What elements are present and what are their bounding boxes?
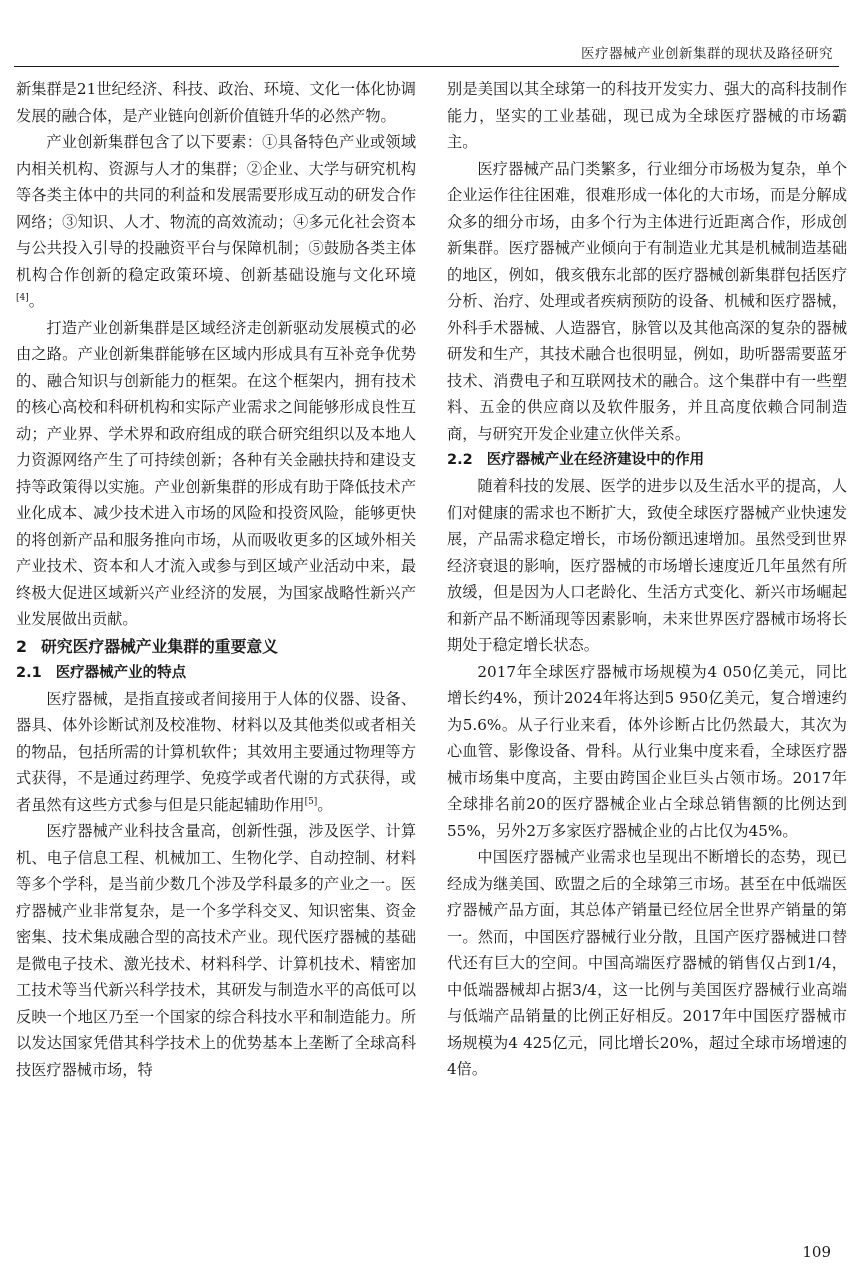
paragraph: 别是美国以其全球第一的科技开发实力、强大的高科技制作能力，坚实的工业基础，现已成为全球医疗器械的市场霸主。 xyxy=(447,80,847,151)
paragraph-end: 。 xyxy=(28,292,44,310)
page-number: 109 xyxy=(802,1243,831,1261)
section-heading xyxy=(16,633,416,660)
right-column xyxy=(447,76,847,1083)
paragraph: 2017年全球医疗器械市场规模为4 050亿美元，同比增长约4%，预计2024年将达到5 950亿美元，复合增速约为5.6%。从子行业来看，体外诊断占比仍然最大，其次为心血管、影像设备、骨科。从行业集中度来看，全球医疗器械市场集中度高，主要由跨国企业巨头占领市场。2017年全球排名前20的医疗器械企业占全球总销售额的比例达到55%，另外2万多家医疗器械企业的占比仅为45%。 xyxy=(447,662,847,840)
paragraph: 医疗器械产品门类繁多，行业细分市场极为复杂，单个企业运作往往困难，很难形成一体化的大市场，而是分解成众多的细分市场，由多个行为主体进行近距离合作，形成创新集群。医疗器械产业倾向于有制造业尤其是机械制造基础的地区，例如，俄亥俄东北部的医疗器械创新集群包括医疗分析、治疗、处理或者疾病预防的设备、机械和医疗器械，外科手术器械、人造器官，脉管以及其他高深的复杂的器械研发和生产，其技术融合也很明显，例如，助听器需要蓝牙技术、消费电子和互联网技术的融合。这个集群中有一些塑料、五金的供应商以及软件服务，并且高度依赖合同制造商，与研究开发企业建立伙伴关系。 xyxy=(447,159,847,443)
paragraph-end: 。 xyxy=(317,795,333,814)
subsection-title: 医疗器械产业在经济建设中的作用 xyxy=(486,452,705,468)
section-number: 2 xyxy=(16,636,27,656)
citation-ref: [4] xyxy=(16,292,29,303)
left-column xyxy=(16,76,416,1083)
paragraph: 医疗器械产业科技含量高，创新性强，涉及医学、计算机、电子信息工程、机械加工、生物化学、自动控制、材料等多个学科，是当前少数几个涉及学科最多的产业之一。医疗器械产业非常复杂，是一个多学科交叉、知识密集、资金密集、技术集成融合型的高技术产业。现代医疗器械的基础是微电子技术、激光技术、材料科学、计算机技术、精密加工技术等当代新兴科学技术，其研发与制造水平的高低可以反映一个地区乃至一个国家的综合科技水平和制造能力。所以发达国家凭借其科学技术上的优势基本上垄断了全球高科技医疗器械市场，特 xyxy=(16,822,416,1079)
paragraph xyxy=(16,686,416,819)
subsection-heading xyxy=(16,660,416,686)
running-title: 医疗器械产业创新集群的现状及路径研究 xyxy=(581,46,833,62)
paragraph: 随着科技的发展、医学的进步以及生活水平的提高，人们对健康的需求也不断扩大，致使全球医疗器械产业快速发展，产品需求稳定增长，市场份额迅速增加。虽然受到世界经济衰退的影响，医疗器械的市场增长速度近几年虽然有所放缓，但是因为人口老龄化、生活方式变化、新兴市场崛起和新产品不断涌现等因素影响，未来世界医疗器械市场将长期处于稳定增长状态。 xyxy=(447,477,847,654)
paragraph-text: 医疗器械，是指直接或者间接用于人体的仪器、设备、器具、体外诊断试剂及校准物、材料以及其他类似或者相关的物品，包括所需的计算机软件；其效用主要通过物理等方式获得，不是通过药理学、免疫学或者代谢的方式获得，或者虽然有这些方式参与但是只能起辅助作用 xyxy=(16,689,416,814)
header-rule xyxy=(14,66,839,67)
subsection-title: 医疗器械产业的特点 xyxy=(55,664,187,681)
paragraph: 新集群是21世纪经济、科技、政治、环境、文化一体化协调发展的融合体，是产业链向创新价值链升华的必然产物。 xyxy=(16,80,416,125)
subsection-heading xyxy=(447,447,847,473)
section-title: 研究医疗器械产业集群的重要意义 xyxy=(41,636,278,656)
paragraph-text: 产业创新集群包含了以下要素：①具备特色产业或领域内相关机构、资源与人才的集群；②企业、大学与研究机构等各类主体中的共同的利益和发展需要形成互动的研发合作网络；③知识、人才、物流的高效流动；④多元化社会资本与公共投入引导的投融资平台与保障机制；⑤鼓励各类主体机构合作创新的稳定政策环境、创新基础设施与文化环境 xyxy=(16,133,416,284)
paragraph: 中国医疗器械产业需求也呈现出不断增长的态势，现已经成为继美国、欧盟之后的全球第三市场。甚至在中低端医疗器械产品方面，其总体产销量已经位居全世界产销量的第一。然而，中国医疗器械行业分散，且国产医疗器械进口替代还有巨大的空间。中国高端医疗器械的销售仅占到1/4，中低端器械却占据3/4，这一比例与美国医疗器械行业高端与低端产品销量的比例正好相反。2017年中国医疗器械市场规模为4 425亿元，同比增长20%，超过全球市场增速的4倍。 xyxy=(447,848,847,1078)
subsection-number: 2.1 xyxy=(16,664,42,681)
paragraph: 打造产业创新集群是区域经济走创新驱动发展模式的必由之路。产业创新集群能够在区域内形成具有互补竞争优势的、融合知识与创新能力的框架。在这个框架内，拥有技术的核心高校和科研机构和实际产业需求之间能够形成良性互动；产业界、学术界和政府组成的联合研究组织以及本地人力资源网络产生了可持续创新；各种有关金融扶持和建设支持等政策得以实施。产业创新集群的形成有助于降低技术产业化成本、减少技术进入市场的风险和投资风险，能够更快的将创新产品和服务推向市场，从而吸收更多的区域外相关产业技术、资本和人才流入或参与到区域产业活动中来，最终极大促进区域新兴产业经济的发展，为国家战略性新兴产业发展做出贡献。 xyxy=(16,318,416,628)
subsection-number: 2.2 xyxy=(447,452,473,468)
paragraph xyxy=(16,129,416,315)
citation-ref: [5] xyxy=(304,796,318,807)
